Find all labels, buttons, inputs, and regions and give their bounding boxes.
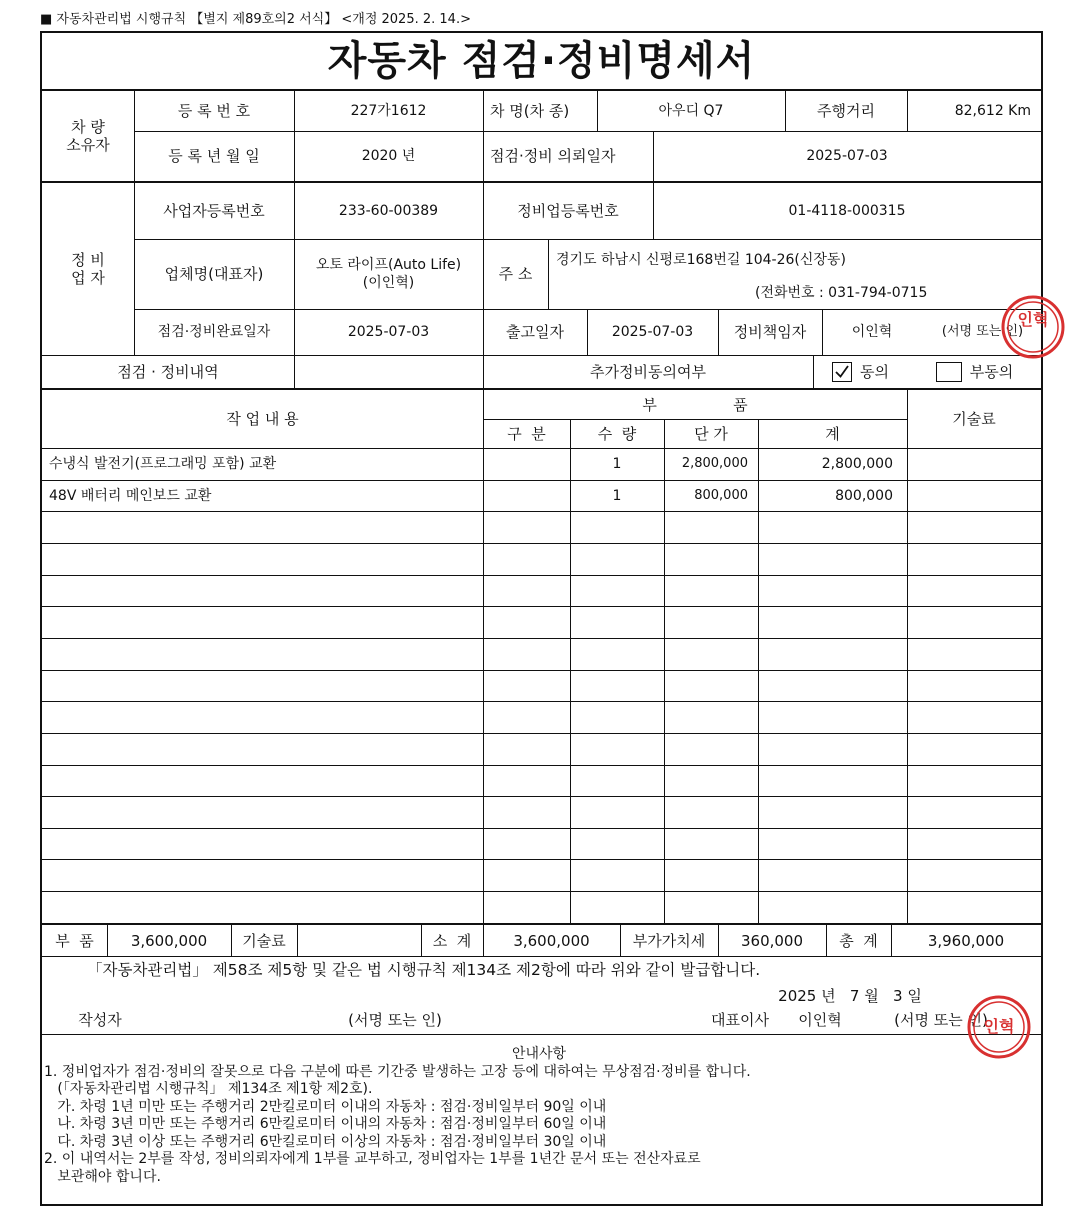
type-cell	[483, 448, 570, 480]
row-line	[42, 670, 1041, 671]
company-name: 오토 라이프(Auto Life)	[315, 256, 462, 273]
writer-label: 작성자	[78, 1011, 122, 1029]
note-line: 2. 이 내역서는 2부를 작성, 정비의뢰자에게 1부를 교부하고, 정비업자는 1부를 1년간 문서 또는 전산자료로	[44, 1151, 701, 1167]
rule-line	[294, 355, 295, 388]
disagree-label: 부동의	[969, 362, 1014, 381]
labor-cell	[907, 448, 1041, 480]
row-line	[42, 701, 1041, 702]
release-label: 출고일자	[506, 323, 564, 341]
totals-parts-label: 부 품	[55, 931, 94, 950]
form-header-line: ■ 자동차관리법 시행규칙 【별지 제89호의2 서식】 <개정 2025. 2. 14.>	[40, 12, 471, 27]
manager-sign-hint: (서명 또는 인)	[941, 324, 1024, 340]
done-date-label: 점검·정비완료일자	[157, 323, 271, 340]
row-line	[42, 638, 1041, 639]
type-cell	[483, 480, 570, 512]
address-value: 경기도 하남시 신평로168번길 104-26(신장동)	[556, 251, 846, 268]
row-line	[42, 859, 1041, 860]
rule-line	[42, 956, 1041, 957]
certification-date: 2025 년 7 월 3 일	[778, 987, 922, 1005]
request-date-value: 2025-07-03	[806, 147, 888, 164]
row-line	[42, 543, 1041, 544]
note-line: 보관해야 합니다.	[44, 1168, 161, 1185]
notes-list	[44, 1064, 1034, 1187]
phone-value: (전화번호 : 031-794-0715	[755, 284, 928, 301]
qty-cell: 1	[612, 487, 622, 504]
ceo-label: 대표이사	[711, 1011, 769, 1029]
company-label: 업체명(대표자)	[164, 265, 264, 283]
check-icon	[833, 363, 851, 381]
request-date-label: 점검·정비 의뢰일자	[490, 147, 616, 165]
seal-stamp	[1000, 294, 1066, 360]
shop-reg-label: 정비업등록번호	[517, 202, 619, 220]
price-cell: 800,000	[694, 488, 748, 504]
labor-cell	[907, 480, 1041, 512]
consent-agree[interactable]	[813, 355, 908, 388]
car-name-label: 차 명(차 종)	[490, 102, 570, 120]
agree-checkbox[interactable]	[832, 362, 852, 382]
agree-label: 동의	[860, 362, 889, 381]
total-cell: 2,800,000	[821, 455, 893, 472]
note-line: 나. 차령 3년 미만 또는 주행거리 6만킬로미터 이내의 자동차 : 점검·정비일부터 60일 이내	[44, 1116, 607, 1132]
work-cell: 수냉식 발전기(프로그래밍 포함) 교환	[49, 455, 277, 472]
grand-total-label: 총 계	[839, 931, 878, 950]
vat-label: 부가가치세	[632, 931, 706, 950]
reg-date-label: 등 록 년 월 일	[168, 147, 260, 165]
writer-sign-hint: (서명 또는 인)	[348, 1011, 442, 1029]
biz-no-label: 사업자등록번호	[163, 202, 265, 220]
work-cell: 48V 배터리 메인보드 교환	[49, 487, 212, 504]
reg-date-value: 2020 년	[361, 147, 416, 164]
row-line	[42, 796, 1041, 797]
price-cell: 2,800,000	[681, 456, 748, 472]
totals-parts-value: 3,600,000	[130, 931, 208, 950]
consent-label: 추가정비동의여부	[590, 362, 706, 381]
disagree-checkbox[interactable]	[936, 362, 962, 382]
mileage-value: 82,612 Km	[954, 102, 1031, 119]
ceo-name: 이인혁	[798, 1011, 842, 1029]
release-date-value: 2025-07-03	[611, 323, 694, 340]
work-header: 작 업 내 용	[226, 410, 299, 428]
history-label: 점검 · 정비내역	[117, 362, 219, 381]
mileage-label: 주행거리	[817, 102, 875, 120]
notes-section	[44, 1046, 1034, 1186]
col-price-header: 단 가	[694, 424, 728, 443]
row-line	[42, 606, 1041, 607]
svg-text:인혁: 인혁	[983, 1017, 1015, 1036]
parts-header: 부 품	[642, 395, 748, 414]
certification-statement: 「자동차관리법」 제58조 제5항 및 같은 법 시행규칙 제134조 제2항에 따라 위와 같이 발급합니다.	[87, 960, 761, 979]
manager-label: 정비책임자	[733, 323, 807, 341]
note-line: (「자동차관리법 시행규칙」 제134조 제1항 제2호).	[44, 1081, 373, 1097]
totals-labor-label: 기술료	[242, 931, 286, 950]
note-line: 다. 차령 3년 이상 또는 주행거리 6만킬로미터 이상의 자동차 : 점검·정비일부터 30일 이내	[44, 1133, 607, 1150]
row-line	[42, 733, 1041, 734]
address-label: 주 소	[498, 265, 533, 283]
labor-header: 기술료	[952, 410, 996, 428]
page-title: 자동차 점검·정비명세서	[327, 38, 756, 84]
company-rep: (이인혁)	[362, 275, 415, 291]
qty-cell: 1	[612, 455, 622, 472]
reg-no-value: 227가1612	[350, 102, 427, 119]
col-qty-header: 수 량	[597, 424, 637, 443]
col-total-header: 계	[825, 424, 840, 443]
row-line	[42, 575, 1041, 576]
reg-no-label: 등 록 번 호	[177, 102, 251, 120]
totals-labor-value	[297, 925, 421, 956]
row-line	[42, 828, 1041, 829]
owner-section-label: 차 량 소유자	[66, 118, 110, 154]
manager-value: 이인혁	[851, 323, 893, 340]
total-cell: 800,000	[835, 487, 893, 504]
done-date-value: 2025-07-03	[347, 323, 430, 340]
rule-line	[42, 1034, 1041, 1035]
notes-caption: 안내사항	[511, 1046, 567, 1062]
subtotal-label: 소 계	[432, 931, 472, 950]
biz-no-value: 233-60-00389	[338, 202, 439, 219]
note-line: 1. 정비업자가 점검·정비의 잘못으로 다음 구분에 따른 기간중 발생하는 고장 등에 대하여는 무상점검·정비를 합니다.	[44, 1063, 751, 1080]
shop-reg-value: 01-4118-000315	[788, 202, 906, 219]
note-line: 가. 차령 1년 미만 또는 주행거리 2만킬로미터 이내의 자동차 : 점검·정비일부터 90일 이내	[44, 1098, 607, 1115]
row-line	[42, 765, 1041, 766]
vat-value: 360,000	[740, 931, 804, 950]
col-type-header: 구 분	[507, 424, 546, 443]
car-name-value: 아우디 Q7	[658, 102, 724, 119]
subtotal-value: 3,600,000	[513, 931, 590, 950]
svg-text:인혁: 인혁	[1017, 310, 1049, 329]
company-cell	[294, 239, 483, 309]
row-line	[42, 891, 1041, 892]
shop-section-label: 정 비 업 자	[71, 251, 105, 287]
ceo-sign-hint: (서명 또는 인)	[894, 1011, 988, 1029]
grand-total-value: 3,960,000	[927, 931, 1005, 950]
